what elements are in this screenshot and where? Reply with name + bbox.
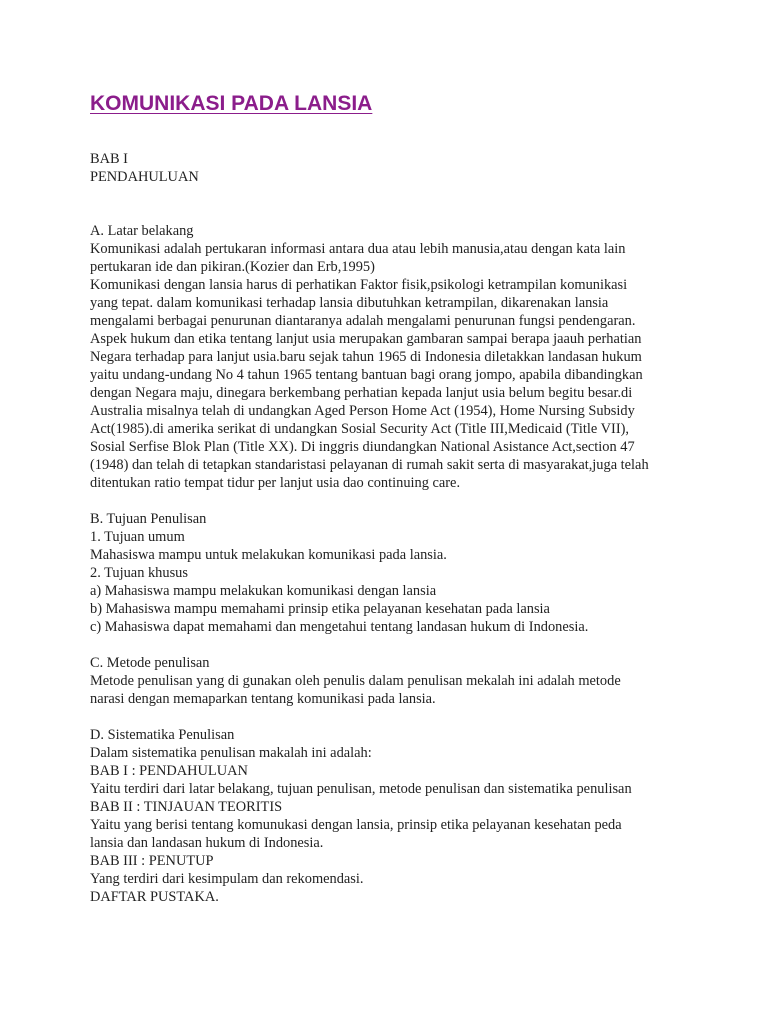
paragraph-line: narasi dengan memaparkan tentang komunikasi pada lansia. (90, 691, 436, 707)
section-heading: A. Latar belakang (90, 223, 194, 239)
list-item: c) Mahasiswa dapat memahami dan mengetahui tentang landasan hukum di Indonesia. (90, 619, 589, 635)
paragraph-line: pertukaran ide dan pikiran.(Kozier dan Erb,1995) (90, 259, 375, 275)
paragraph-line: BAB I : PENDAHULUAN (90, 763, 248, 779)
section-tujuan-penulisan (90, 510, 690, 636)
list-item: 2. Tujuan khusus (90, 565, 188, 581)
chapter-title: PENDAHULUAN (90, 169, 199, 185)
paragraph-line: lansia dan landasan hukum di Indonesia. (90, 835, 324, 851)
paragraph-line: yang tepat. dalam komunikasi terhadap lansia dibutuhkan ketrampilan, dikarenakan lansia (90, 295, 609, 311)
paragraph-line: Komunikasi adalah pertukaran informasi antara dua atau lebih manusia,atau dengan kata lain (90, 241, 626, 257)
paragraph-line: BAB II : TINJAUAN TEORITIS (90, 799, 283, 815)
paragraph-line: yaitu undang-undang No 4 tahun 1965 tentang bantuan bagi orang jompo, apabila dibandingkan (90, 367, 643, 383)
chapter-heading (90, 150, 690, 186)
paragraph-line: BAB III : PENUTUP (90, 853, 214, 869)
list-item: a) Mahasiswa mampu melakukan komunikasi dengan lansia (90, 583, 437, 599)
paragraph-line: Metode penulisan yang di gunakan oleh penulis dalam penulisan mekalah ini adalah metode (90, 673, 621, 689)
document-title[interactable]: KOMUNIKASI PADA LANSIA (90, 92, 373, 115)
section-sistematika-penulisan (90, 726, 690, 906)
list-item: 1. Tujuan umum (90, 529, 185, 545)
list-item: Mahasiswa mampu untuk melakukan komunikasi pada lansia. (90, 547, 447, 563)
paragraph-line: Komunikasi dengan lansia harus di perhatikan Faktor fisik,psikologi ketrampilan komunikasi (90, 277, 628, 293)
paragraph-line: mengalami berbagai penurunan diantaranya adalah mengalami penurunan fungsi pendengaran. (90, 313, 636, 329)
section-heading: B. Tujuan Penulisan (90, 511, 207, 527)
paragraph-line: Yang terdiri dari kesimpulam dan rekomendasi. (90, 871, 364, 887)
paragraph-line: Act(1985).di amerika serikat di undangkan Sosial Security Act (Title III,Medicaid (Title VII), (90, 421, 630, 437)
section-metode-penulisan (90, 654, 690, 708)
section-heading: C. Metode penulisan (90, 655, 210, 671)
paragraph-line: Sosial Serfise Blok Plan (Title XX). Di inggris diundangkan National Asistance Act,section 47 (90, 439, 635, 455)
document-page (90, 90, 690, 906)
list-item: b) Mahasiswa mampu memahami prinsip etika pelayanan kesehatan pada lansia (90, 601, 550, 617)
chapter-number: BAB I (90, 151, 128, 167)
section-heading: D. Sistematika Penulisan (90, 727, 235, 743)
paragraph-line: Negara terhadap para lanjut usia.baru sejak tahun 1965 di Indonesia diletakkan landasan hukum (90, 349, 642, 365)
paragraph-line: Yaitu terdiri dari latar belakang, tujuan penulisan, metode penulisan dan sistematika penulisan (90, 781, 632, 797)
paragraph-line: Aspek hukum dan etika tentang lanjut usia merupakan gambaran sampai berapa jaauh perhatian (90, 331, 642, 347)
paragraph-line: Australia misalnya telah di undangkan Aged Person Home Act (1954), Home Nursing Subsidy (90, 403, 635, 419)
paragraph-line: Dalam sistematika penulisan makalah ini adalah: (90, 745, 372, 761)
paragraph-line: (1948) dan telah di tetapkan standaristasi pelayanan di rumah sakit serta di masyarakat,juga telah (90, 457, 649, 473)
paragraph-line: dengan Negara maju, dinegara berkembang perhatian kepada lanjut usia belum begitu besar.di (90, 385, 633, 401)
paragraph-line: ditentukan ratio tempat tidur per lanjut usia dao continuing care. (90, 475, 461, 491)
paragraph-line: Yaitu yang berisi tentang komunukasi dengan lansia, prinsip etika pelayanan kesehatan peda (90, 817, 622, 833)
section-latar-belakang (90, 222, 690, 492)
paragraph-line: DAFTAR PUSTAKA. (90, 889, 219, 905)
